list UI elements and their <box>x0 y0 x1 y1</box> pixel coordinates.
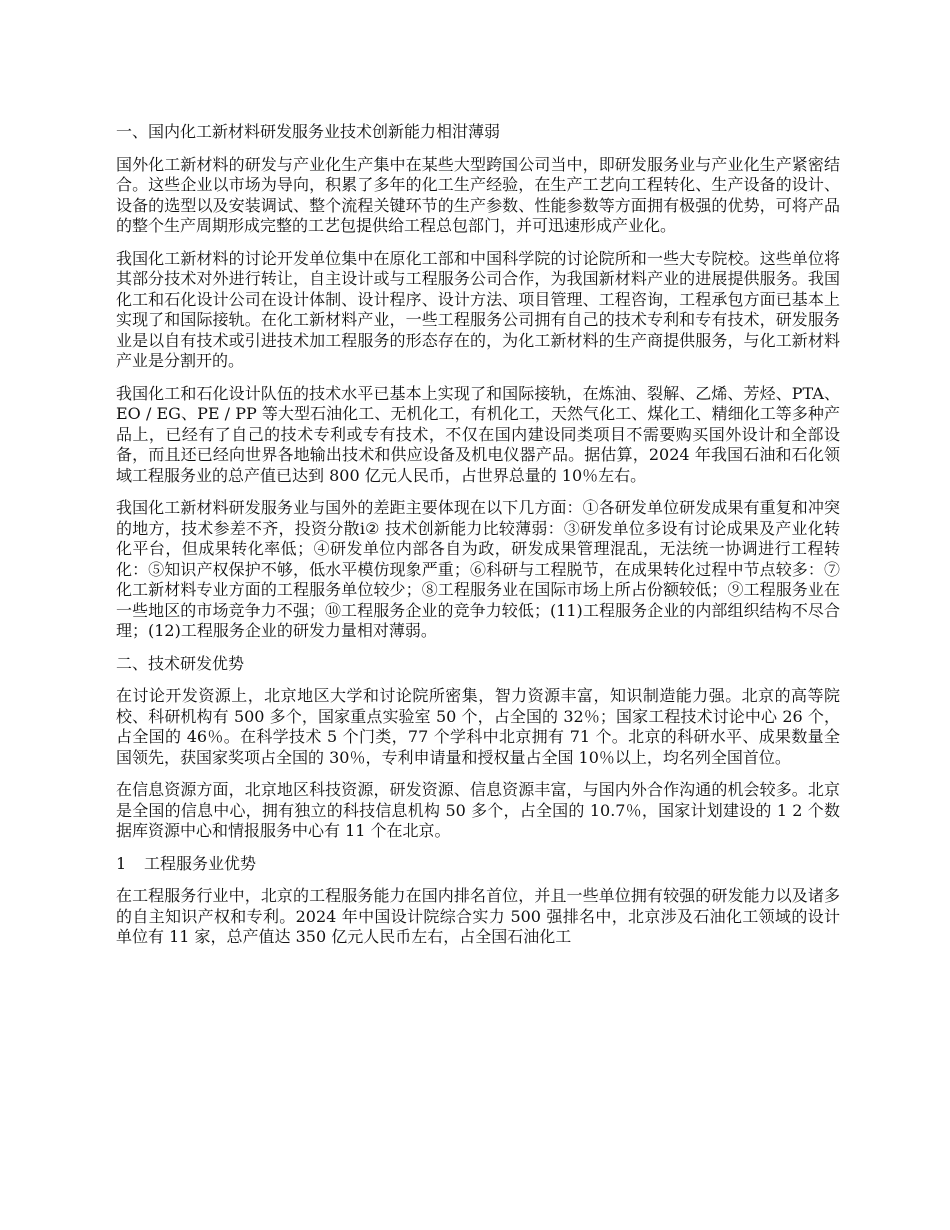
paragraph: 我国化工和石化设计队伍的技术水平已基本上实现了和国际接轨，在炼油、裂解、乙烯、芳烃、PTA、EO / EG、PE / PP 等大型石油化工、无机化工，有机化工，天然气化工、煤化工、精细化工等多种产品上，已经有了自己的技术专利或专有技术，不仅在国内建设同类项目不需要购买国外设计和全部设备，而且还已经向世界各地输出技术和供应设备及机电仪器产品。据估算，2024 年我国石油和石化领域工程服务业的总产值已达到 800 亿元人民币，占世界总量的 10％左右。 <box>116 383 840 485</box>
section-heading-2: 二、技术研发优势 <box>116 653 245 673</box>
section-heading-1: 一、国内化工新材料研发服务业技术创新能力相泔薄弱 <box>116 122 501 141</box>
paragraph: 我国化工新材料的讨论开发单位集中在原化工部和中国科学院的讨论院所和一些大专院校。这些单位将其部分技术对外进行转让，自主设计或与工程服务公司合作，为我国新材料产业的进展提供服务。我国化工和石化设计公司在设计体制、设计程序、设计方法、项目管理、工程咨询，工程承包方面已基本上实现了和国际接轨。在化工新材料产业，一些工程服务公司拥有自己的技术专利和专有技术，研发服务业是以自有技术或引进技术加工程服务的形态存在的，为化工新材料的生产商提供服务，与化工新材料产业是分割开的。 <box>116 248 840 370</box>
subsection-heading <box>116 854 840 875</box>
paragraph: 在工程服务行业中，北京的工程服务能力在国内排名首位，并且一些单位拥有较强的研发能力以及诸多的自主知识产权和专利。2024 年中国设计院综合实力 500 强排名中，北京涉及石油化工领域的设计单位有 11 家，总产值达 350 亿元人民币左右，占全国石油化工 <box>116 886 840 946</box>
paragraph: 在讨论开发资源上，北京地区大学和讨论院所密集，智力资源丰富，知识制造能力强。北京的高等院校、科研机构有 500 多个，国家重点实验室 50 个，占全国的 32％；国家工程技术讨论中心 26 个，占全国的 46％。在科学技术 5 个门类，77 个学科中北京拥有 71 个。北京的科研水平、成果数量全国领先，获国家奖项占全国的 30％，专利申请量和授权量占全国 10％以上，均名列全国首位。 <box>116 686 840 767</box>
paragraph: 国外化工新材料的研发与产业化生产集中在某些大型跨国公司当中，即研发服务业与产业化生产紧密结合。这些企业以市场为导向，积累了多年的化工生产经验，在生产工艺向工程转化、生产设备的设计、设备的选型以及安装调试、整个流程关键环节的生产参数、性能参数等方面拥有极强的优势，可将产品的整个生产周期形成完整的工艺包提供给工程总包部门，并可迅速形成产业化。 <box>116 154 840 235</box>
subsection-title: 工程服务业优势 <box>144 853 257 873</box>
document-body <box>116 122 840 960</box>
paragraph: 我国化工新材料研发服务业与国外的差距主要体现在以下几方面：①各研发单位研发成果有重复和冲突的地方，技术参差不齐，投资分散i② 技术创新能力比较薄弱：③研发单位多设有讨论成果及产业化转化平台，但成果转化率低；④研发单位内部各自为政，研发成果管理混乱，无法统一协调进行工程转化：⑤知识产权保护不够，低水平模仿现象严重；⑥科研与工程脱节，在成果转化过程中节点较多：⑦化工新材料专业方面的工程服务单位较少；⑧工程服务业在国际市场上所占份额较低；⑨工程服务业在一些地区的市场竞争力不强；⑩工程服务企业的竞争力较低；(11)工程服务企业的内部组织结构不尽合理；(12)工程服务企业的研发力量相对薄弱。 <box>116 498 840 640</box>
subsection-number: 1 <box>116 853 127 873</box>
paragraph: 在信息资源方面，北京地区科技资源，研发资源、信息资源丰富，与国内外合作沟通的机会较多。北京是全国的信息中心，拥有独立的科技信息机构 50 多个，占全国的 10.7％，国家计划建设的 1 2 个数据库资源中心和情报服务中心有 11 个在北京。 <box>116 780 840 840</box>
